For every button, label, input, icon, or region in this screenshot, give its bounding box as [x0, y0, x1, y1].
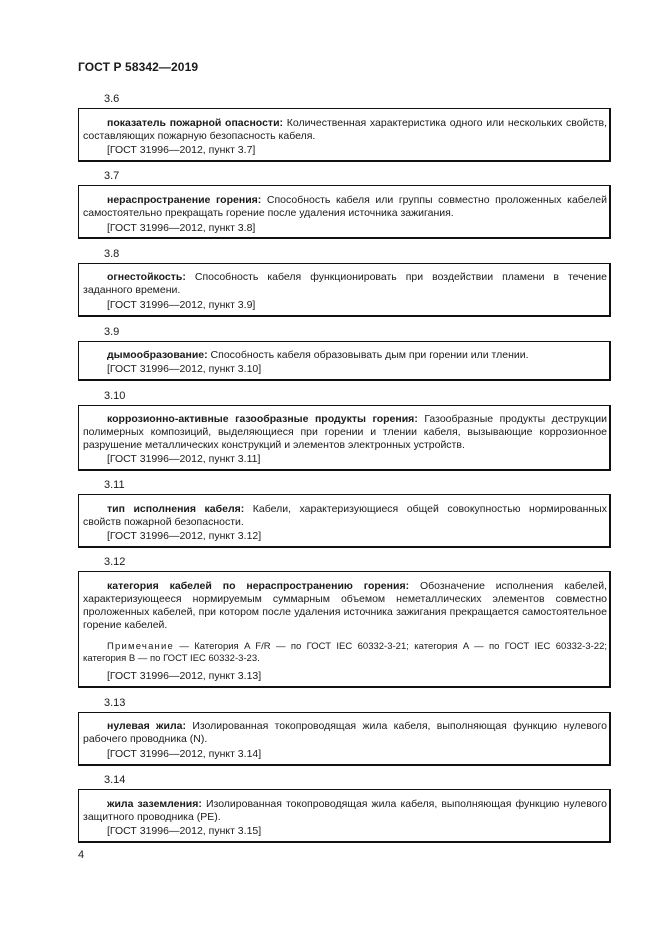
- term-source: [ГОСТ 31996—2012, пункт 3.13]: [107, 670, 262, 682]
- term-source: [ГОСТ 31996—2012, пункт 3.12]: [107, 530, 262, 542]
- definition-text: Способность кабеля образовывать дым при горении или тлении.: [210, 349, 529, 361]
- term-note: [83, 641, 607, 665]
- term-name: показатель пожарной опасности:: [107, 117, 284, 129]
- term-source: [ГОСТ 31996—2012, пункт 3.14]: [107, 748, 262, 760]
- term-definition: [83, 194, 607, 220]
- definition-text: Способность кабеля функционировать при воздействии пламени в течение заданного времени.: [83, 271, 607, 296]
- note-label: Примечание: [107, 641, 174, 652]
- page-number: 4: [78, 849, 85, 861]
- term-source: [ГОСТ 31996—2012, пункт 3.10]: [107, 363, 262, 375]
- term-number: 3.9: [104, 326, 120, 338]
- term-definition: [83, 413, 607, 452]
- term-number: 3.14: [104, 774, 126, 786]
- term-number: 3.12: [104, 556, 126, 568]
- term-definition: [83, 117, 607, 143]
- term-name: тип исполнения кабеля:: [107, 503, 245, 515]
- term-name: жила заземления:: [107, 798, 202, 810]
- term-name: коррозионно-активные газообразные продукты горения:: [107, 413, 418, 425]
- term-definition: [83, 580, 607, 632]
- term-definition: [83, 271, 607, 297]
- term-source: [ГОСТ 31996—2012, пункт 3.11]: [107, 453, 261, 465]
- term-source: [ГОСТ 31996—2012, пункт 3.15]: [107, 825, 262, 837]
- term-name: нераспространение горения:: [107, 194, 262, 206]
- term-name: категория кабелей по нераспространению горения:: [107, 580, 410, 592]
- document-header: ГОСТ Р 58342—2019: [78, 60, 199, 74]
- definition-text: Количественная характеристика одного или нескольких свойств, составляющих пожарную безопасность кабеля.: [83, 117, 608, 142]
- definition-text: Кабели, характеризующиеся общей совокупностью нормированных свойств пожарной безопасности.: [83, 503, 607, 528]
- term-definition: [83, 798, 607, 824]
- definition-text: Изолированная токопроводящая жила кабеля, выполняющая функцию нулевого рабочего проводника (N).: [83, 720, 607, 745]
- definition-text: Обозначение исполнения кабелей, характеризующееся нормируемым суммарным объемом неметаллических элементов совместно проложенных кабелей, при котором после удаления источника зажигания прекращается самостоятельное горение кабелей.: [83, 580, 607, 631]
- term-definition: [83, 349, 607, 362]
- term-name: дымообразование:: [107, 349, 208, 361]
- term-name: нулевая жила:: [107, 720, 186, 732]
- term-number: 3.11: [104, 479, 125, 491]
- note-text: — Категория A F/R — по ГОСТ IEC 60332-3-21; категория A — по ГОСТ IEC 60332-3-22; категория B — по ГОСТ IEC 60332-3-23.: [83, 641, 607, 664]
- term-source: [ГОСТ 31996—2012, пункт 3.7]: [107, 144, 256, 156]
- term-name: огнестойкость:: [107, 271, 186, 283]
- term-number: 3.7: [104, 170, 120, 182]
- term-source: [ГОСТ 31996—2012, пункт 3.8]: [107, 222, 256, 234]
- term-number: 3.8: [104, 248, 120, 260]
- term-number: 3.6: [104, 93, 120, 105]
- definition-text: Газообразные продукты деструкции полимерных композиций, выделяющиеся при горении и тлении кабеля, вызывающие коррозионное разрушение металлических конструкций и элементов электронных устройств.: [83, 413, 607, 451]
- term-number: 3.13: [104, 697, 126, 709]
- term-definition: [83, 720, 607, 746]
- definition-text: Изолированная токопроводящая жила кабеля, выполняющая функцию нулевого защитного проводника (PE).: [83, 798, 607, 823]
- definition-text: Способность кабеля или группы совместно проложенных кабелей самостоятельно прекращать горение после удаления источника зажигания.: [83, 194, 607, 219]
- term-number: 3.10: [104, 390, 126, 402]
- term-source: [ГОСТ 31996—2012, пункт 3.9]: [107, 299, 256, 311]
- term-definition: [83, 503, 607, 529]
